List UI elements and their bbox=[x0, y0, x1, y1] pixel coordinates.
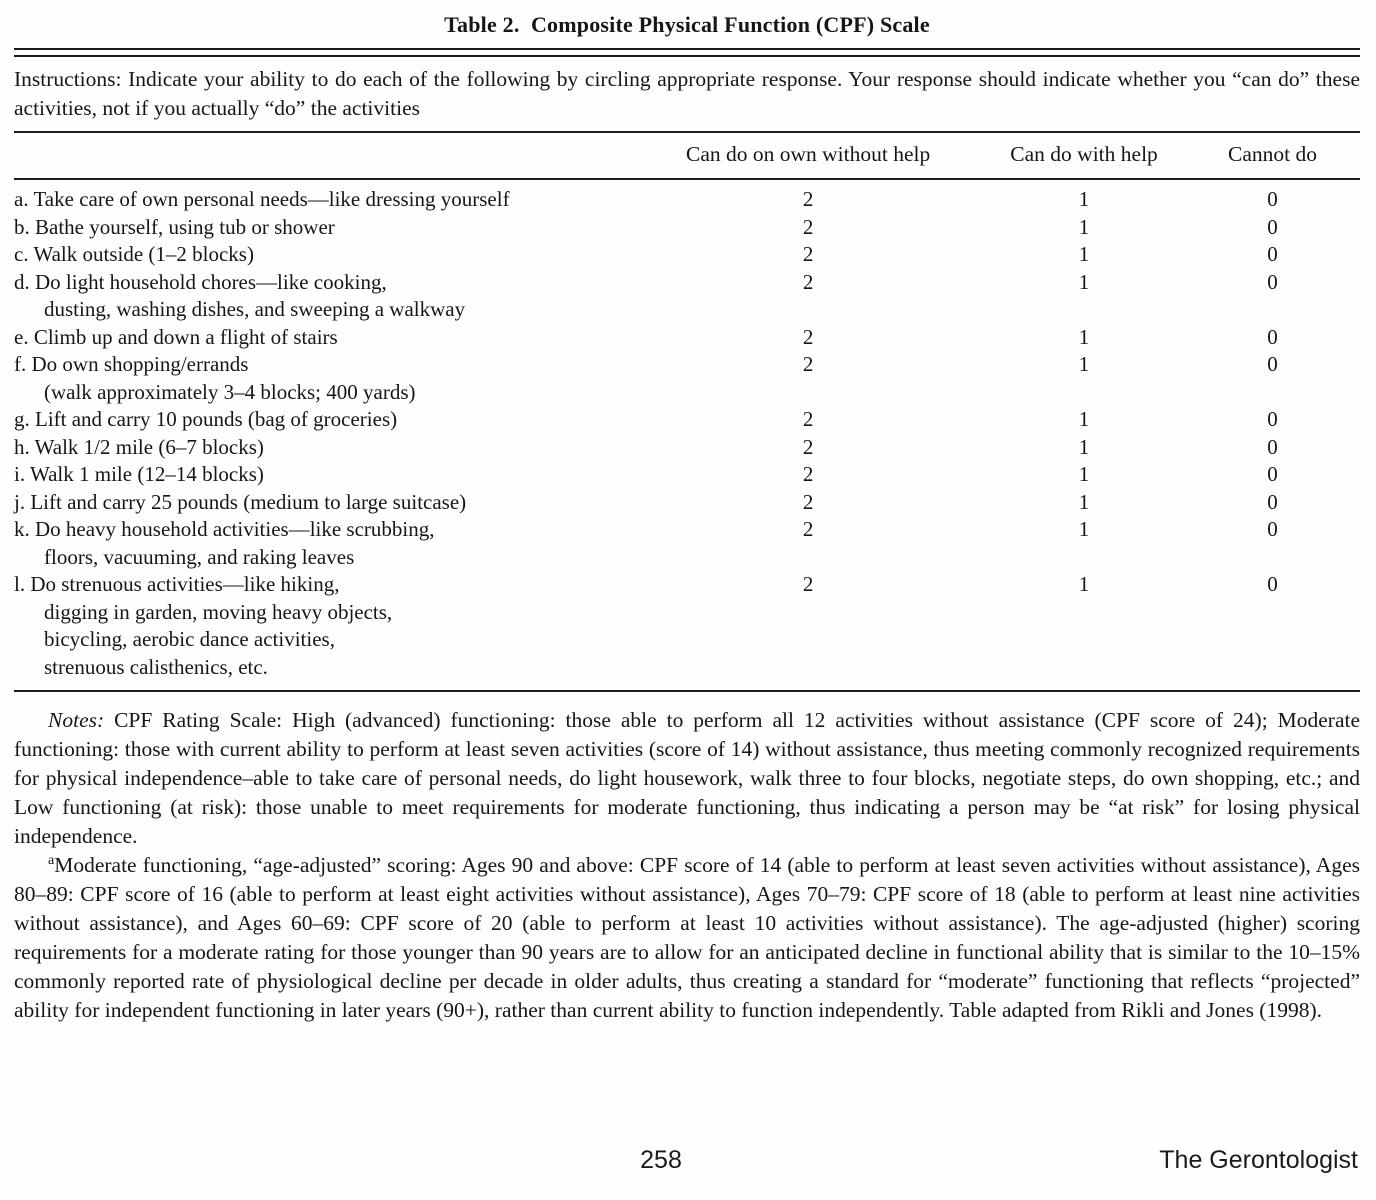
activity-label: i. Walk 1 mile (12–14 blocks) bbox=[14, 462, 264, 486]
activity-label-continuation: bicycling, aerobic dance activities, bbox=[44, 627, 335, 651]
cpf-table-body bbox=[14, 179, 1360, 691]
footnote-marker: a bbox=[48, 852, 55, 868]
age-adjusted-footnote bbox=[14, 851, 1360, 1025]
score-value: 0 bbox=[1267, 242, 1278, 266]
score-value: 1 bbox=[1078, 462, 1090, 486]
column-header-can-do-with-help: Can do with help bbox=[983, 132, 1185, 179]
score-value bbox=[633, 544, 983, 572]
score-value bbox=[633, 626, 983, 654]
score-value: 2 bbox=[802, 242, 814, 266]
page-number: 258 bbox=[640, 1146, 682, 1174]
notes-paragraph bbox=[14, 706, 1360, 851]
score-value: 0 bbox=[1267, 489, 1278, 514]
score-value: 2 bbox=[802, 269, 814, 294]
table-row bbox=[14, 654, 1360, 692]
journal-name: The Gerontologist bbox=[1159, 1146, 1358, 1174]
score-value bbox=[983, 296, 1185, 324]
table-row bbox=[14, 406, 1360, 434]
score-value: 1 bbox=[1078, 324, 1090, 349]
score-value: 1 bbox=[1078, 187, 1090, 211]
score-value bbox=[1185, 599, 1360, 627]
score-value: 1 bbox=[1078, 214, 1090, 239]
score-value bbox=[633, 599, 983, 627]
score-value: 2 bbox=[802, 434, 814, 459]
activity-label: f. Do own shopping/errands bbox=[14, 352, 249, 376]
table-row bbox=[14, 434, 1360, 462]
score-value bbox=[1185, 296, 1360, 324]
activity-label: e. Climb up and down a flight of stairs bbox=[14, 324, 338, 349]
score-value: 1 bbox=[1078, 269, 1090, 294]
score-value bbox=[1185, 544, 1360, 572]
table-row bbox=[14, 626, 1360, 654]
score-value: 2 bbox=[802, 572, 814, 596]
activity-label: c. Walk outside (1–2 blocks) bbox=[14, 242, 254, 266]
score-value: 1 bbox=[1078, 407, 1090, 431]
score-value: 0 bbox=[1267, 269, 1278, 294]
double-rule bbox=[14, 48, 1360, 57]
instructions-text: Instructions: Indicate your ability to do each of the following by circling appropriate response. Your response should indicate whether you “can do” these activities, not if you actually “do” the activities bbox=[14, 67, 1360, 120]
activity-label: h. Walk 1/2 mile (6–7 blocks) bbox=[14, 434, 264, 459]
score-value bbox=[983, 379, 1185, 407]
column-header-activity bbox=[14, 132, 633, 179]
table-row bbox=[14, 296, 1360, 324]
score-value: 0 bbox=[1267, 517, 1278, 541]
column-header-can-do-without-help: Can do on own without help bbox=[633, 132, 983, 179]
score-value: 2 bbox=[802, 352, 814, 376]
notes-text: CPF Rating Scale: High (advanced) functioning: those able to perform all 12 activities without assistance (CPF score of 24); Moderate functioning: those with current ability to perform at least seven activities (score of 14) without assistance, thus meeting commonly recognized requirements for physical independence–able to take care of personal needs, do light housework, walk three to four blocks, negotiate steps, do own shopping, etc.; and Low functioning (at risk): those unable to meet requirements for moderate functioning, thus indicating a person may be “at risk” for losing physical independence. bbox=[14, 708, 1361, 848]
table-row bbox=[14, 214, 1360, 242]
score-value bbox=[983, 544, 1185, 572]
cpf-table bbox=[14, 131, 1360, 692]
score-value: 1 bbox=[1078, 434, 1090, 459]
table-row bbox=[14, 241, 1360, 269]
score-value: 0 bbox=[1267, 324, 1278, 349]
table-row bbox=[14, 461, 1360, 489]
score-value: 2 bbox=[802, 462, 814, 486]
score-value: 1 bbox=[1078, 517, 1090, 541]
table-title: Table 2. Composite Physical Function (CPF) Scale bbox=[444, 12, 930, 37]
activity-label-continuation: (walk approximately 3–4 blocks; 400 yards) bbox=[44, 379, 416, 404]
score-value bbox=[633, 379, 983, 407]
score-value: 0 bbox=[1267, 434, 1278, 459]
score-value: 0 bbox=[1267, 214, 1278, 239]
table-row bbox=[14, 489, 1360, 517]
footnote-text: Moderate functioning, “age-adjusted” scoring: Ages 90 and above: CPF score of 14 (able to perform at least seven activities without assistance), Ages 80–89: CPF score of 16 (able to perform at least eight activities without assistance), Ages 70–79: CPF score of 18 (able to perform at least nine activities without assistance), and Ages 60–69: CPF score of 20 (able to perform at least 10 activities without assistance). The age-adjusted (higher) scoring requirements for a moderate rating for those younger than 90 years are to allow for an anticipated decline in functional ability that is similar to the 10–15% commonly reported rate of physiological decline per decade in older adults, thus creating a standard for “moderate” functioning that reflects “projected” ability for independent functioning in later years (90+), rather than current ability to function independently. Table adapted from Rikli and Jones (1998). bbox=[14, 853, 1360, 1022]
page-footer bbox=[14, 1146, 1360, 1178]
table-row bbox=[14, 599, 1360, 627]
score-value: 2 bbox=[802, 407, 814, 431]
column-header-cannot-do: Cannot do bbox=[1185, 132, 1360, 179]
score-value: 0 bbox=[1267, 187, 1278, 211]
score-value: 2 bbox=[802, 187, 814, 211]
score-value: 1 bbox=[1078, 572, 1090, 596]
table-row bbox=[14, 179, 1360, 214]
score-value bbox=[983, 599, 1185, 627]
score-value: 1 bbox=[1078, 352, 1090, 376]
activity-label: a. Take care of own personal needs—like dressing yourself bbox=[14, 187, 510, 211]
table-row bbox=[14, 544, 1360, 572]
activity-label: b. Bathe yourself, using tub or shower bbox=[14, 214, 335, 239]
activity-label: g. Lift and carry 10 pounds (bag of groceries) bbox=[14, 407, 398, 431]
header-row bbox=[14, 132, 1360, 179]
activity-label: d. Do light household chores—like cooking, bbox=[14, 269, 387, 294]
score-value: 1 bbox=[1078, 242, 1090, 266]
score-value: 0 bbox=[1267, 572, 1278, 596]
activity-label: k. Do heavy household activities—like scrubbing, bbox=[14, 517, 435, 541]
score-value bbox=[633, 654, 983, 692]
activity-label-continuation: floors, vacuuming, and raking leaves bbox=[44, 544, 355, 569]
score-value: 0 bbox=[1267, 407, 1278, 431]
score-value bbox=[983, 626, 1185, 654]
notes-label: Notes: bbox=[48, 708, 105, 732]
score-value bbox=[633, 296, 983, 324]
activity-label-continuation: digging in garden, moving heavy objects, bbox=[44, 599, 393, 624]
score-value bbox=[1185, 379, 1360, 407]
table-row bbox=[14, 351, 1360, 379]
score-value: 0 bbox=[1267, 462, 1278, 486]
score-value: 0 bbox=[1267, 352, 1278, 376]
table-row bbox=[14, 571, 1360, 599]
score-value bbox=[1185, 626, 1360, 654]
activity-label: j. Lift and carry 25 pounds (medium to large suitcase) bbox=[14, 489, 467, 514]
score-value: 2 bbox=[802, 214, 814, 239]
score-value bbox=[983, 654, 1185, 692]
table-row bbox=[14, 379, 1360, 407]
score-value bbox=[1185, 654, 1360, 692]
table-row bbox=[14, 269, 1360, 297]
score-value: 2 bbox=[802, 324, 814, 349]
table-row bbox=[14, 516, 1360, 544]
activity-label-continuation: dusting, washing dishes, and sweeping a walkway bbox=[44, 297, 466, 321]
score-value: 2 bbox=[802, 517, 814, 541]
table-row bbox=[14, 324, 1360, 352]
activity-label: l. Do strenuous activities—like hiking, bbox=[14, 572, 340, 596]
score-value: 1 bbox=[1078, 489, 1090, 514]
activity-label-continuation: strenuous calisthenics, etc. bbox=[44, 654, 268, 679]
score-value: 2 bbox=[802, 489, 814, 514]
